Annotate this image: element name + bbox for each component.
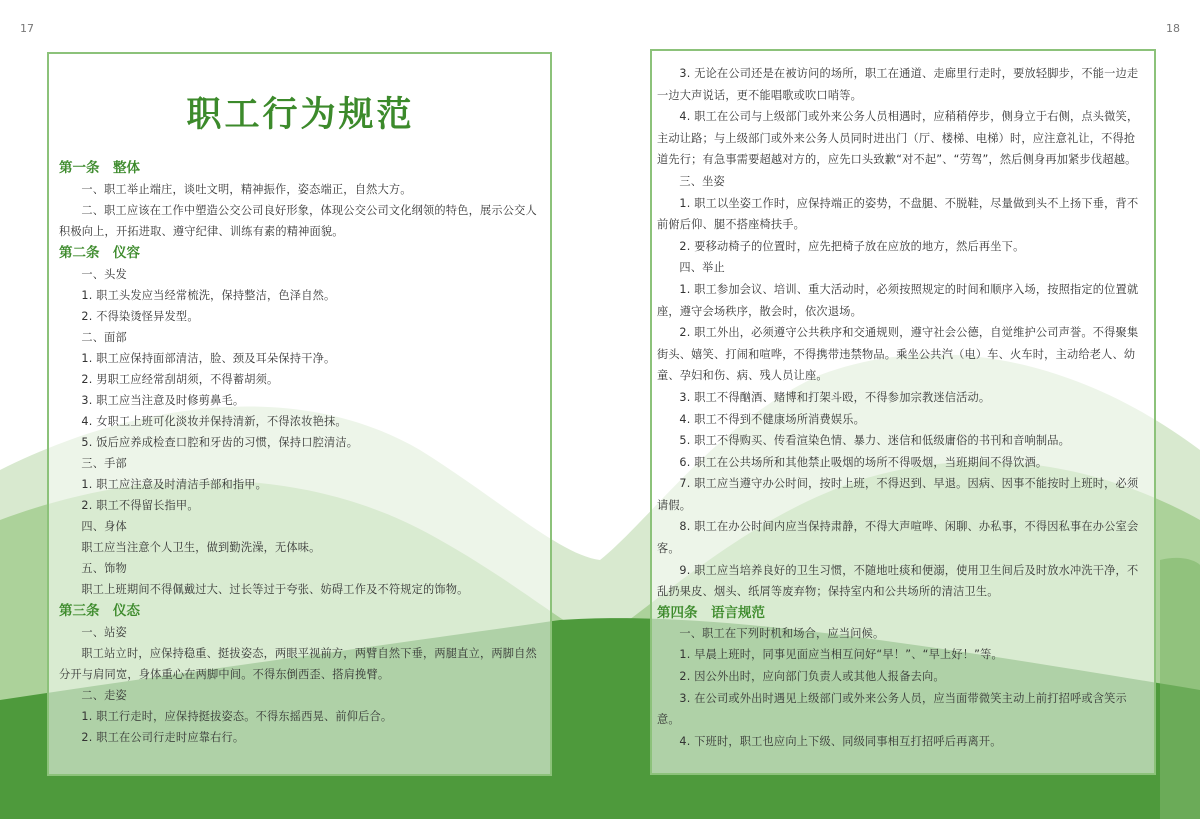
paragraph-line: 一、职工举止端庄，谈吐文明，精神振作，姿态端正，自然大方。	[81, 183, 412, 196]
document-title: 职工行为规范	[186, 95, 415, 135]
paragraph-line: 6. 职工在公共场所和其他禁止吸烟的场所不得吸烟，当班期间不得饮酒。	[679, 455, 1048, 469]
paragraph-line: 1. 职工应保持面部清洁，脸、颈及耳朵保持干净。	[81, 352, 336, 365]
paragraph-line: 5. 职工不得购买、传看渲染色情、暴力、迷信和低级庸俗的书刊和音响制品。	[679, 434, 1071, 448]
paragraph-line: 1. 职工应注意及时清洁手部和指甲。	[81, 478, 268, 491]
paragraph-line: 一、职工在下列时机和场合，应当问候。	[679, 626, 885, 640]
paragraph-line: 1. 职工以坐姿工作时，应保持端正的姿势，不盘腿、不脱鞋，尽量做到头不上扬下垂，背不前俯后仰、腿不搭座椅扶手。	[657, 196, 1139, 232]
paragraph-line: 二、职工应该在工作中塑造公交公司良好形象，体现公交公司文化纲领的特色，展示公交人积极向上，开拓进取、遵守纪律、训练有素的精神面貌。	[59, 204, 537, 238]
paragraph-line: 四、举止	[679, 261, 725, 275]
paragraph-line: 四、身体	[81, 520, 127, 533]
paragraph-line: 9. 职工应当培养良好的卫生习惯，不随地吐痰和便溺，使用卫生间后及时放水冲洗干净，不乱扔果皮、烟头、纸屑等废弃物；保持室内和公共场所的清洁卫生。	[657, 563, 1139, 599]
paragraph-line: 3. 在公司或外出时遇见上级部门或外来公务人员，应当面带微笑主动上前打招呼或含笑示意。	[657, 691, 1127, 727]
paragraph-line: 五、饰物	[81, 562, 127, 575]
right-content	[657, 63, 1146, 752]
section-heading: 第四条 语言规范	[657, 604, 765, 621]
section-heading: 第三条 仪态	[59, 603, 140, 619]
paragraph-line: 5. 饭后应养成检查口腔和牙齿的习惯，保持口腔清洁。	[81, 436, 359, 449]
paragraph-line: 4. 职工不得到不健康场所消费娱乐。	[679, 412, 866, 426]
paragraph-line: 2. 职工不得留长指甲。	[81, 499, 199, 512]
paragraph-line: 1. 职工头发应当经常梳洗，保持整洁，色泽自然。	[81, 289, 336, 302]
left-page-panel	[47, 52, 552, 776]
paragraph-line: 1. 职工参加会议、培训、重大活动时，必须按照规定的时间和顺序入场，按照指定的位置就座，遵守会场秩序，散会时，依次退场。	[657, 282, 1139, 318]
paragraph-line: 3. 职工应当注意及时修剪鼻毛。	[81, 394, 245, 407]
paragraph-line: 一、头发	[81, 268, 127, 281]
paragraph-line: 4. 职工在公司与上级部门或外来公务人员相遇时，应稍稍停步，侧身立于右侧，点头微笑，主动让路；与上级部门或外来公务人员同时进出门（厅、楼梯、电梯）时，应注意礼让，不得抢道先行；有急事需要超越对方的，应先口头致歉“对不起”、“劳驾”，然后侧身再加紧步伐超越。	[657, 110, 1139, 167]
paragraph-line: 三、坐姿	[679, 174, 725, 188]
paragraph-line: 2. 不得染烫怪异发型。	[81, 310, 199, 323]
paragraph-line: 一、站姿	[81, 626, 127, 639]
section-heading: 第二条 仪容	[59, 245, 140, 261]
right-page-panel	[650, 49, 1156, 775]
paragraph-line: 4. 下班时，职工也应向上下级、同级同事相互打招呼后再离开。	[679, 734, 1002, 748]
paragraph-line: 2. 职工外出，必须遵守公共秩序和交通规则，遵守社会公德，自觉维护公司声誉。不得聚集街头、嬉笑、打闹和喧哗，不得携带违禁物品。乘坐公共汽（电）车、火车时，主动给老人、幼童、孕妇和伤、病、残人员让座。	[657, 326, 1139, 383]
paragraph-line: 二、面部	[81, 331, 127, 344]
paragraph-line: 职工应当注意个人卫生，做到勤洗澡，无体味。	[81, 541, 321, 554]
paragraph-line: 2. 要移动椅子的位置时，应先把椅子放在应放的地方，然后再坐下。	[679, 239, 1025, 253]
paragraph-line: 2. 因公外出时，应向部门负责人或其他人报备去向。	[679, 670, 945, 684]
page-number-left: 17	[20, 22, 34, 35]
page-number-right: 18	[1166, 22, 1180, 35]
section-heading: 第一条 整体	[59, 160, 140, 176]
paragraph-line: 3. 无论在公司还是在被访问的场所，职工在通道、走廊里行走时，要放轻脚步，不能一边走一边大声说话，更不能唱歌或吹口哨等。	[657, 67, 1139, 102]
paragraph-line: 4. 女职工上班可化淡妆并保持清新，不得浓妆艳抹。	[81, 415, 347, 428]
paragraph-line: 二、走姿	[81, 689, 127, 702]
paragraph-line: 职工站立时，应保持稳重、挺拔姿态，两眼平视前方，两臂自然下垂，两腿直立，两脚自然分开与肩同宽，身体重心在两脚中间。不得东倒西歪、搭肩挽臂。	[59, 647, 537, 681]
paragraph-line: 7. 职工应当遵守办公时间，按时上班，不得迟到、早退。因病、因事不能按时上班时，必须请假。	[657, 477, 1139, 512]
paragraph-line: 2. 男职工应经常刮胡须，不得蓄胡须。	[81, 373, 279, 386]
left-content	[59, 158, 542, 748]
paragraph-line: 1. 早晨上班时，同事见面应当相互问好“早！”、“早上好！”等。	[679, 648, 1003, 662]
paragraph-line: 职工上班期间不得佩戴过大、过长等过于夸张、妨碍工作及不符规定的饰物。	[81, 583, 469, 596]
paragraph-line: 三、手部	[81, 457, 127, 470]
paragraph-line: 8. 职工在办公时间内应当保持肃静，不得大声喧哗、闲聊、办私事，不得因私事在办公室会客。	[657, 520, 1139, 556]
paragraph-line: 1. 职工行走时，应保持挺拔姿态。不得东摇西晃、前仰后合。	[81, 710, 393, 723]
paragraph-line: 2. 职工在公司行走时应靠右行。	[81, 731, 245, 744]
hill-right-edge	[1160, 558, 1200, 819]
paragraph-line: 3. 职工不得酗酒、赌博和打架斗殴，不得参加宗教迷信活动。	[679, 390, 991, 404]
